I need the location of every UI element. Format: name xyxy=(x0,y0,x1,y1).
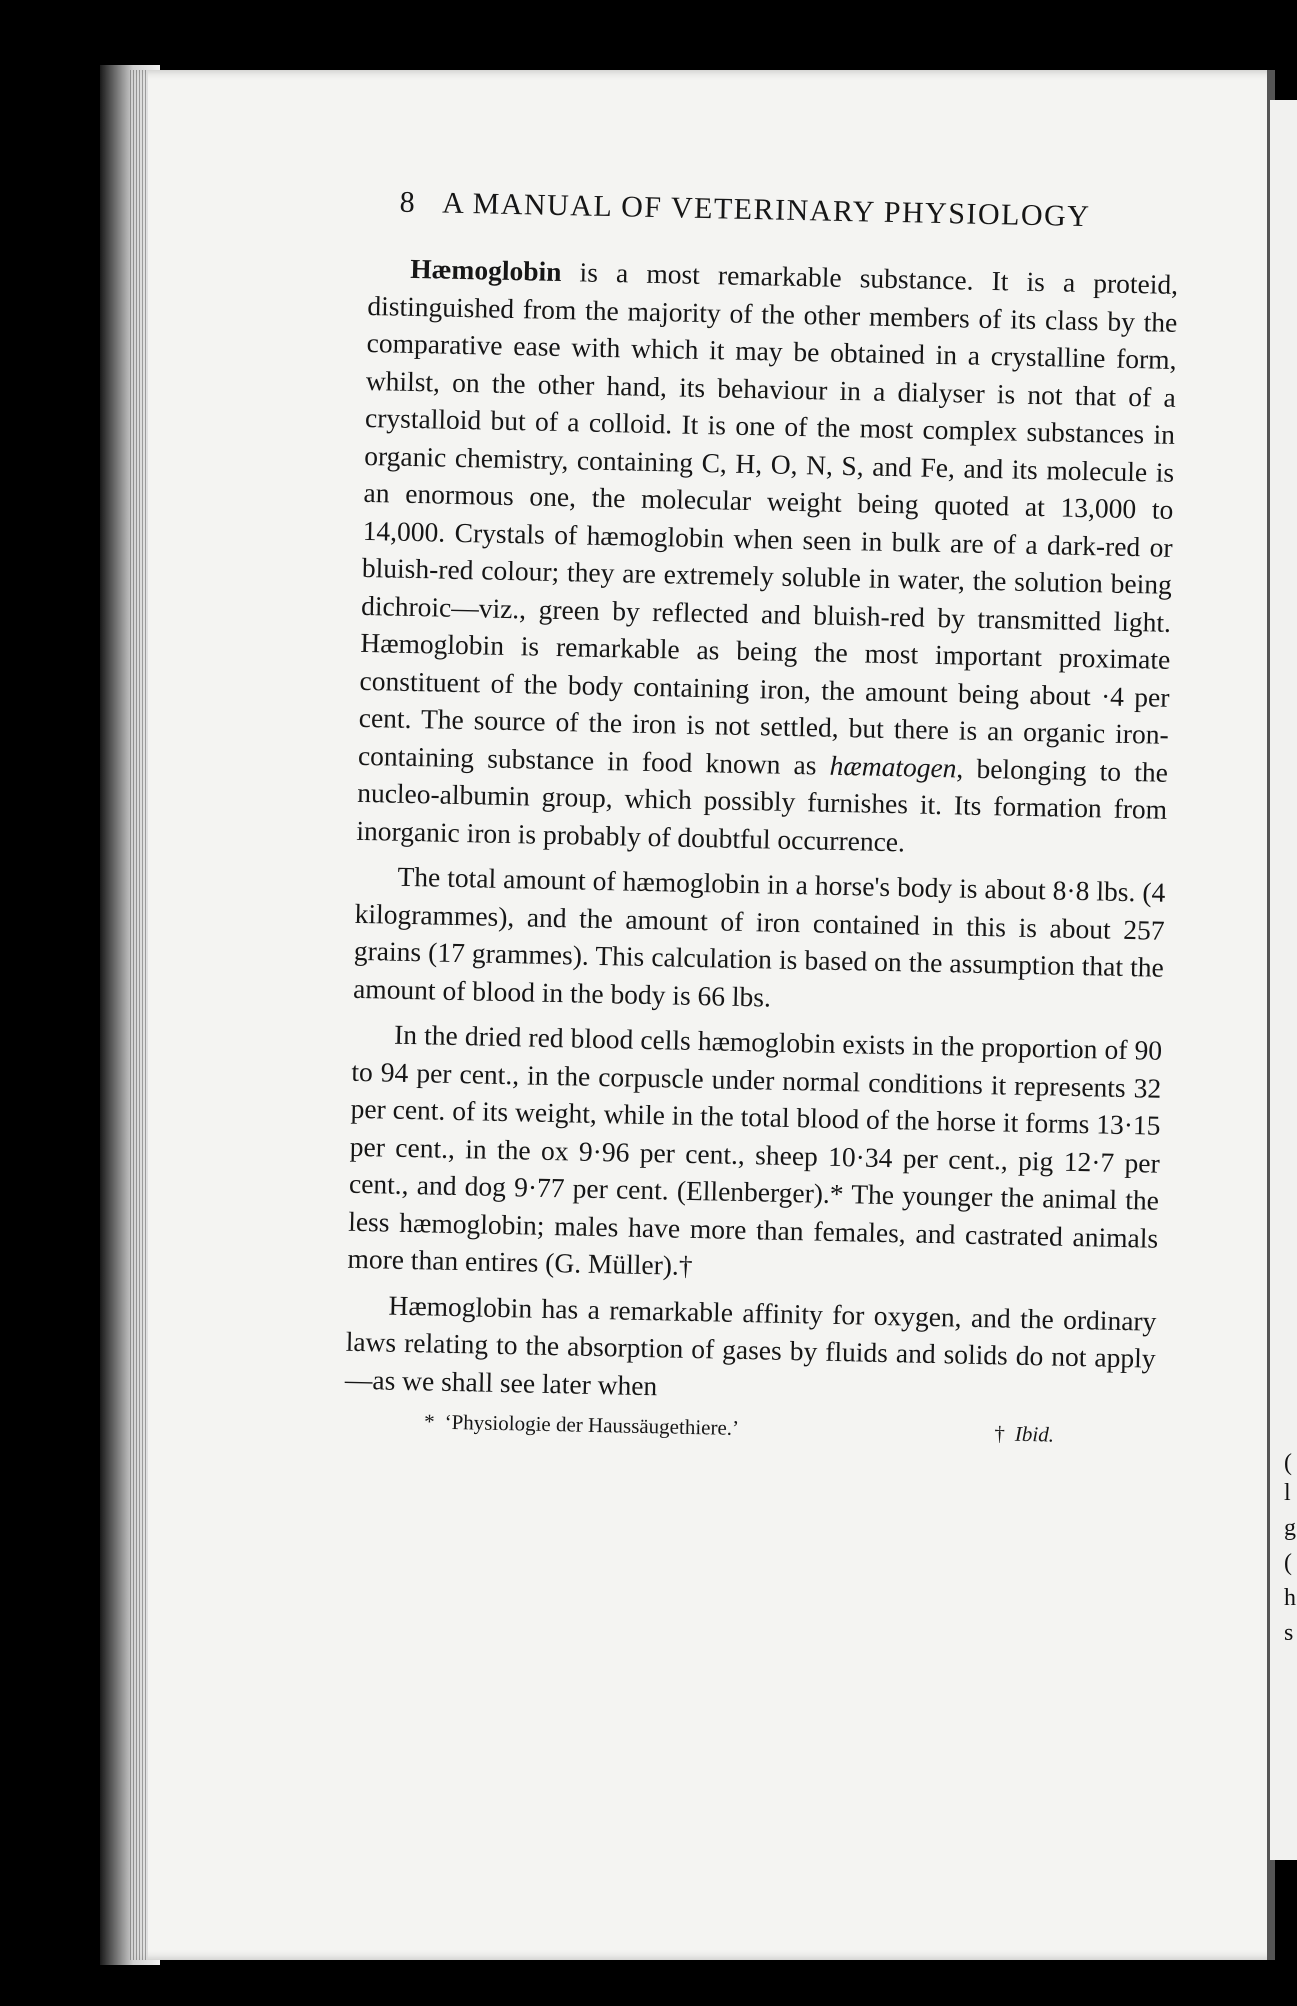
adjacent-page-char: ( xyxy=(1284,1450,1292,1476)
footnote-text: Ibid. xyxy=(1014,1421,1055,1447)
adjacent-page-char: l xyxy=(1284,1480,1291,1506)
paragraph-lead-term: Hæmoglobin xyxy=(409,252,562,288)
paragraph-2: The total amount of hæmoglobin in a horse's body is about 8·8 lbs. (4 kilogrammes), and the amount of iron contained in this is about 257 grains (17 grammes). This calculation is based on the assumption that the amount of blood in the body is 66 lbs. xyxy=(352,860,1166,1013)
paragraph-text: is a most remarkable substance. It is a proteid, distinguished from the majority of the other members of its class by the comparative ease with which it may be obtained in a crystalline form, whilst, on the other hand, its behaviour in a dialyser is not that of a crystalloid but of a colloid. It is one of the most complex substances in organic chemistry, containing C, H, O, N, S, and Fe, and its molecule is an enormous one, the molecular weight being quoted at 13,000 to 14,000. Crystals of hæmoglobin when seen in bulk are of a dark-red or bluish-red colour; they are extremely soluble in water, the solution being dichroic—viz., green by reflected and bluish-red by transmitted light. Hæmoglobin is remarkable as being the most important proximate constituent of the body containing iron, the amount being about ·4 per cent. The source of the iron is not settled, but there is an organic iron-containing substance in food known as xyxy=(357,256,1179,781)
page-content xyxy=(344,185,1180,1450)
page-number: 8 xyxy=(399,185,417,219)
paragraph-1 xyxy=(356,249,1178,866)
paragraph-text: , belonging to the nucleo-albumin group, which possibly furnishes it. Its formation from inorganic iron is probably of doubtful occurrence. xyxy=(356,751,1169,857)
footnote-symbol: † xyxy=(994,1421,1006,1446)
italic-term: hæmatogen xyxy=(829,749,957,783)
footnote-text: ‘Physiologie der Haussäugethiere.’ xyxy=(444,1409,740,1440)
adjacent-page-char: ( xyxy=(1284,1550,1292,1576)
adjacent-page-char: s xyxy=(1284,1620,1294,1646)
footnote-symbol: * xyxy=(423,1409,435,1434)
running-title: A MANUAL OF VETERINARY PHYSIOLOGY xyxy=(441,186,1091,234)
adjacent-page-char: g xyxy=(1284,1515,1296,1541)
paragraph-4: Hæmoglobin has a remarkable affinity for oxygen, and the ordinary laws relating to the absorption of gases by fluids and solids do not apply—as we shall see later when xyxy=(344,1289,1157,1401)
footnote-2 xyxy=(994,1421,1054,1447)
adjacent-page-char: h xyxy=(1284,1585,1296,1611)
paragraph-3: In the dried red blood cells hæmoglobin exists in the proportion of 90 to 94 per cent., in the corpuscle under normal conditions it represents 32 per cent. of its weight, while in the total blood of the horse it forms 13·15 per cent., in the ox 9·96 per cent., sheep 10·34 per cent., pig 12·7 per cent., and dog 9·77 per cent. (Ellenberger).* The younger the animal the less hæmoglobin; males have more than females, and castrated animals more than entires (G. Müller).† xyxy=(347,1018,1163,1281)
